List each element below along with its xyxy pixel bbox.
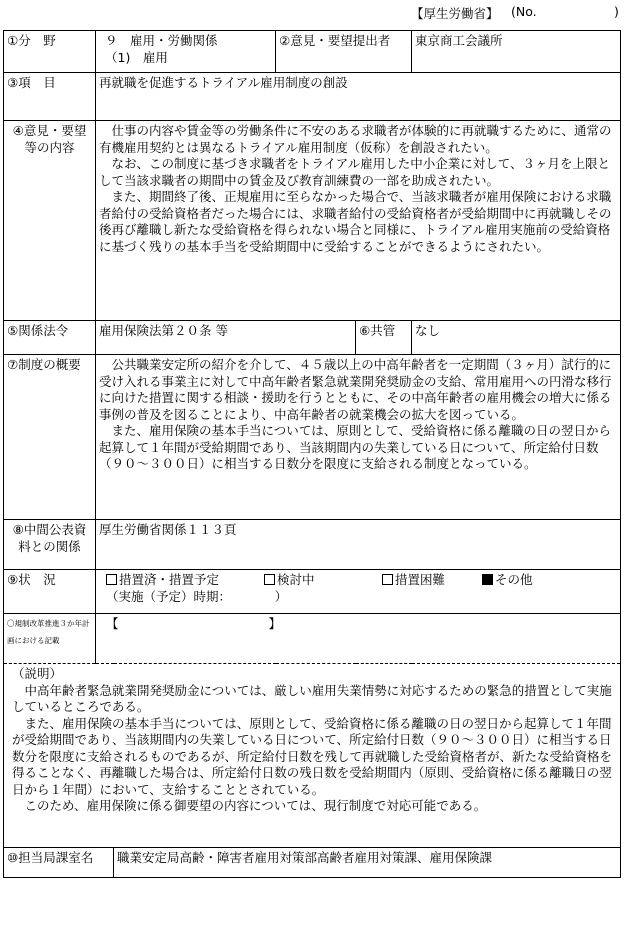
related-law-value: 雇用保険法第２０条 等 [96,321,356,355]
explanation-paragraph-2: また、雇用保険の基本手当については、原則として、受給資格に係る離職の日の翌日から起算して１年間が受給期間であり、当該期間内の失業している日について、所定給付日数（９０～３００日）に相当する日数分を限度に支給されるものであるが、所定給付日数を残して再就職した受給資格者が、新たな受給資格を得ることなく、再離職した場合は、所定給付日数の残日数を受給期間内（原則、受給資格に係る離職日の翌日から１年間）において、支給することとされている。 [12,715,613,797]
request-paragraph-1: 仕事の内容や賃金等の労働条件に不安のある求職者が体験的に再就職するために、通常の有機雇用契約とは異なるトライアル雇用制度（仮称）を創設されたい。 [99,123,612,155]
overview-paragraph-1: 公共職業安定所の紹介を介して、４５歳以上の中高年齢者を一定期間（３ヶ月）試行的に受け入れる事業主に対して中高年齢者緊急就業開発奨励金の支給、常用雇用への円滑な移行に向けた措置に関する相談・援助を行うとともに、その中高年齢者の雇用機会の増大に係る事例の普及を図ることにより、中高年齢者の就業機会の拡大を図っている。 [99,357,612,422]
row-department [4,848,621,878]
explanation-paragraph-3: このため、雇用保険に係る御要望の内容については、現行制度で対応可能である。 [24,798,487,813]
status-options [106,572,617,589]
item-label: ③項 目 [4,73,96,121]
explanation-value [4,664,621,848]
field-value [96,31,276,73]
submitter-value: 東京商工会議所 [412,31,621,73]
interim-report-label: ⑧中間公表資 料との関係 [4,520,96,570]
three-year-plan-label: 〇規制改革推進３か年計 画における記載 [4,614,96,664]
option-other[interactable] [482,572,533,589]
row-request-content [4,121,621,321]
interim-report-value: 厚生労働省関係１１３頁 [96,520,621,570]
system-overview-label: ⑦制度の概要 [4,355,96,520]
related-law-label: ⑤関係法令 [4,321,96,355]
field-value-1: ９ 雇用・労働関係 [105,33,218,48]
number-close-paren: ) [614,4,619,19]
overview-paragraph-2: また、雇用保険の基本手当については、原則として、受給資格に係る離職の日の翌日から起算して１年間が受給期間であり、当該期間内の失業している日について、所定給付日数（９０～３００日）に相当する日数分を限度に支給される制度となっている。 [99,423,612,471]
request-content-label: ④意見・要望 等の内容 [4,121,96,321]
option-difficult-text: 措置困難 [395,572,446,587]
cojurisdiction-label: ⑥共管 [356,321,412,355]
field-label: ①分 野 [4,31,96,73]
request-paragraph-3: また、期間終了後、正規雇用に至らなかった場合で、当該求職者が雇用保険における求職者給付の受給資格者だった場合には、求職者給付の受給資格者が受給期間中に再就職しその後再び離職し新たな受給資格を得られない場合と同様に、トライアル雇用実施前の受給資格に基づく残りの基本手当を受給期間中に受給することができるようにされたい。 [99,189,612,254]
row-three-year-plan [4,614,621,664]
row-status [4,570,621,614]
system-overview-value [96,355,621,520]
option-under-review[interactable] [264,572,382,589]
row-field [4,31,621,73]
ministry-label: 【厚生労働省】 [411,6,499,21]
item-value: 再就職を促進するトライアル雇用制度の創設 [96,73,621,121]
checkbox-empty-icon [382,574,393,585]
option-other-text: その他 [495,572,533,587]
department-label: ⑩担当局課室名 [4,848,114,878]
row-item [4,73,621,121]
status-label: ⑨状 況 [4,570,96,614]
explanation-heading: （説明） [12,666,63,681]
row-explanation [4,664,621,848]
checkbox-empty-icon [106,574,117,585]
option-under-review-text: 検討中 [277,572,315,587]
request-content-value [96,121,621,321]
request-form-table [3,30,621,878]
request-paragraph-2: なお、この制度に基づき求職者をトライアル雇用した中小企業に対して、３ヶ月を上限として当該求職者の期間中の賃金及び教育訓練費の一部を助成されたい。 [99,156,611,188]
row-related-law [4,321,621,355]
row-interim-report [4,520,621,570]
option-difficult[interactable] [382,572,482,589]
department-value: 職業安定局高齢・障害者雇用対策部高齢者雇用対策課、雇用保険課 [114,848,621,878]
cojurisdiction-value: なし [412,321,621,355]
explanation-paragraph-1: 中高年齢者緊急就業開発奨励金については、厳しい雇用失業情勢に対応するための緊急的措置として実施しているところである。 [12,682,612,714]
number-label: (No. [511,4,537,19]
status-schedule: （実施（予定）時期： ） [106,588,288,604]
checkbox-filled-icon [482,574,493,585]
submitter-label: ②意見・要望提出者 [276,31,412,73]
status-value [96,570,621,614]
document-header [411,4,636,22]
option-implemented[interactable] [106,572,264,589]
three-year-plan-value: 【 】 [96,614,621,664]
row-system-overview [4,355,621,520]
checkbox-empty-icon [264,574,275,585]
field-value-2: （1) 雇用 [105,49,168,65]
option-implemented-text: 措置済・措置予定 [119,572,220,587]
